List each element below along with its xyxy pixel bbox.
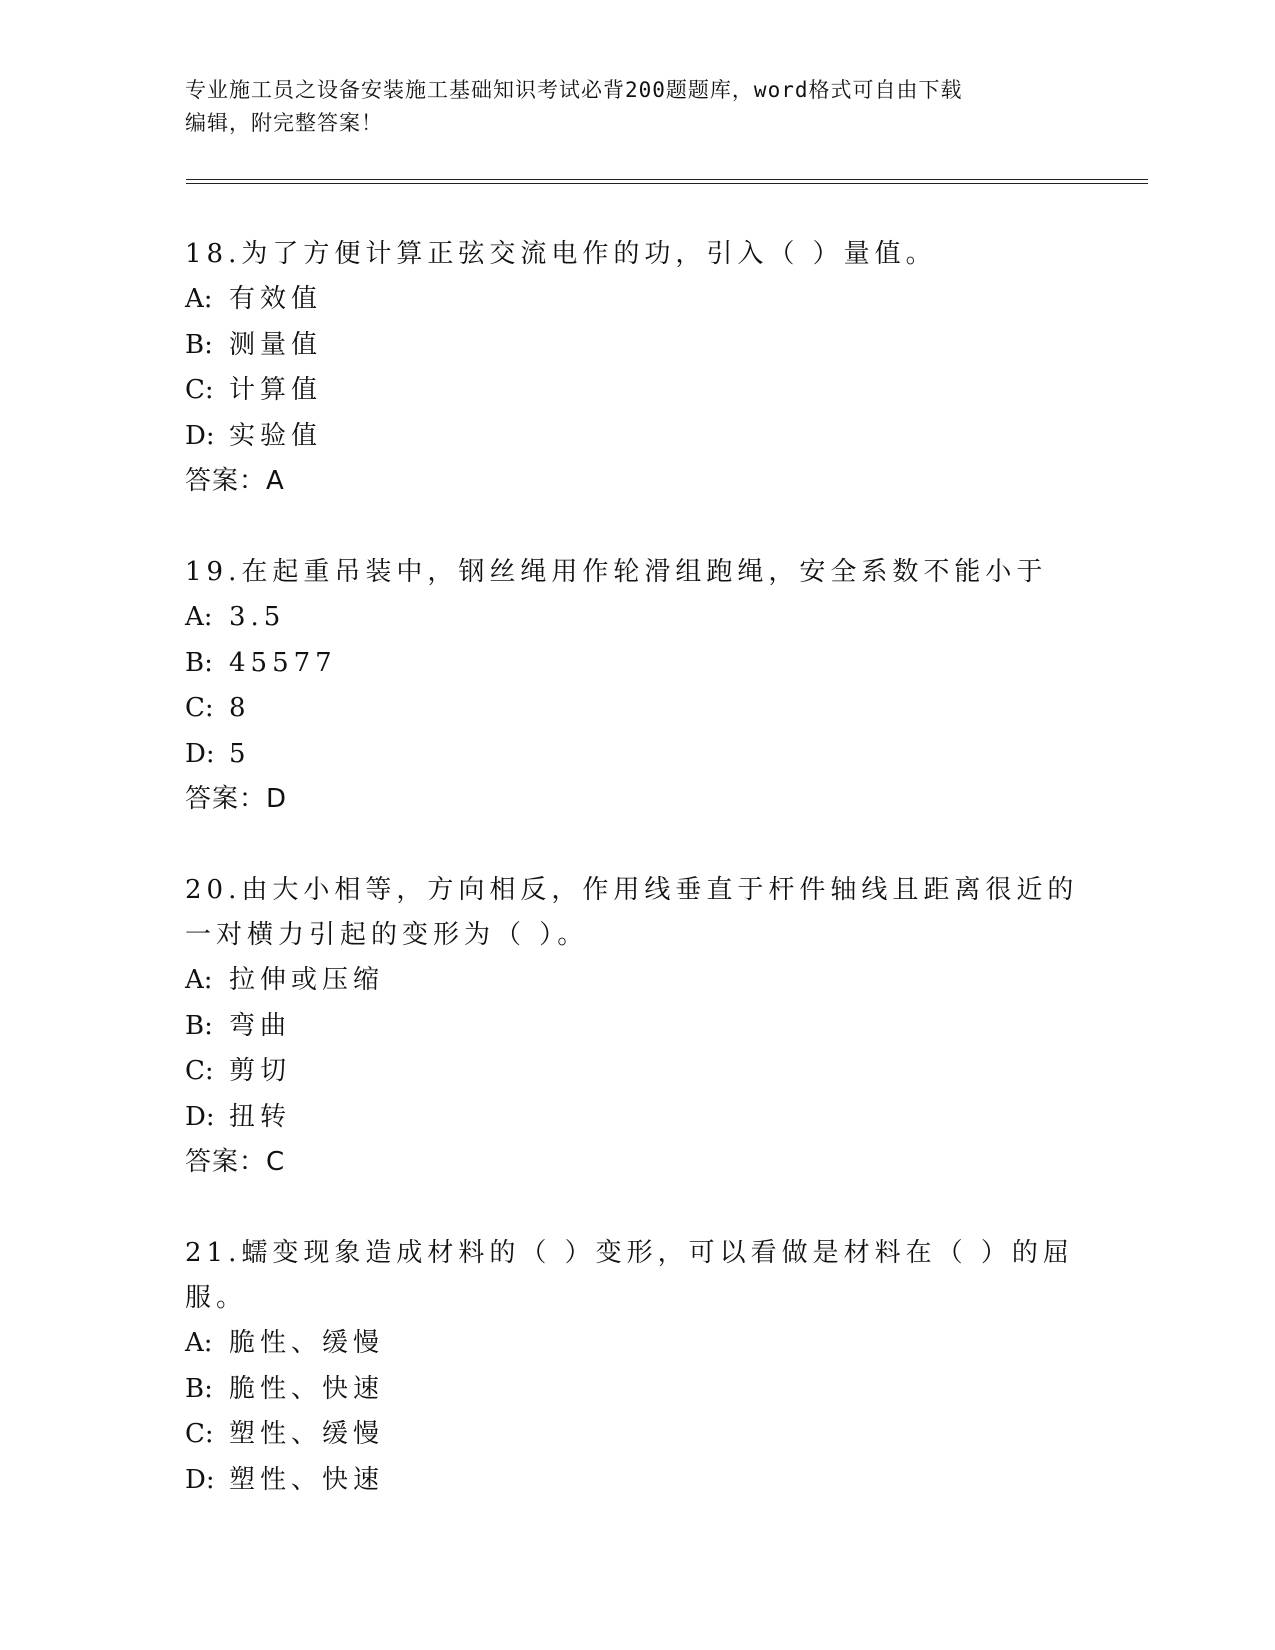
option-label: D: bbox=[185, 738, 215, 769]
option-label: C: bbox=[185, 1419, 214, 1449]
header-divider-top bbox=[186, 179, 1148, 180]
question-21 bbox=[185, 1231, 1105, 1503]
question-stem: 20.由大小相等，方向相反，作用线垂直于杆件轴线且距离很近的一对横力引起的变形为（ ）。 bbox=[185, 875, 1079, 950]
option-text: 弯曲 bbox=[229, 1010, 292, 1041]
option-label: D: bbox=[185, 1464, 215, 1495]
option-c bbox=[185, 1412, 1105, 1458]
option-label: A: bbox=[185, 1328, 213, 1358]
option-label: C: bbox=[185, 693, 214, 723]
header-line-2: 编辑，附完整答案！ bbox=[185, 111, 383, 135]
option-label: B: bbox=[185, 329, 213, 360]
option-label: D: bbox=[185, 420, 215, 451]
option-c bbox=[185, 1049, 1105, 1095]
option-d bbox=[185, 732, 1105, 778]
option-b bbox=[185, 1367, 1105, 1413]
option-text: 实验值 bbox=[229, 420, 323, 451]
question-20 bbox=[185, 868, 1105, 1185]
answer-line: 答案：A bbox=[185, 466, 285, 496]
option-label: A: bbox=[185, 284, 213, 314]
option-text: 脆性、快速 bbox=[229, 1373, 385, 1404]
document-header bbox=[185, 74, 1085, 140]
question-stem: 18.为了方便计算正弦交流电作的功，引入（ ）量值。 bbox=[185, 239, 937, 269]
question-stem: 21.蠕变现象造成材料的（ ）变形，可以看做是材料在（ ）的屈服。 bbox=[185, 1238, 1074, 1313]
option-a bbox=[185, 1321, 1105, 1367]
option-d bbox=[185, 1095, 1105, 1141]
option-d bbox=[185, 1458, 1105, 1504]
option-a bbox=[185, 958, 1105, 1004]
answer-line: 答案：C bbox=[185, 1147, 286, 1177]
option-text: 扭转 bbox=[229, 1101, 292, 1132]
option-text: 剪切 bbox=[229, 1056, 292, 1086]
question-18 bbox=[185, 232, 1105, 504]
option-text: 计算值 bbox=[229, 375, 323, 405]
option-label: B: bbox=[185, 1010, 213, 1041]
option-d bbox=[185, 414, 1105, 460]
option-label: B: bbox=[185, 1373, 213, 1404]
option-text: 脆性、缓慢 bbox=[229, 1328, 385, 1358]
option-text: 5 bbox=[229, 738, 251, 769]
option-b bbox=[185, 641, 1105, 687]
option-text: 45577 bbox=[229, 647, 337, 678]
option-text: 3.5 bbox=[229, 602, 286, 632]
option-label: B: bbox=[185, 647, 213, 678]
question-19 bbox=[185, 550, 1105, 822]
option-text: 塑性、缓慢 bbox=[229, 1419, 385, 1449]
option-a bbox=[185, 595, 1105, 641]
option-b bbox=[185, 1004, 1105, 1050]
option-label: A: bbox=[185, 965, 213, 995]
option-text: 8 bbox=[229, 693, 251, 723]
option-text: 塑性、快速 bbox=[229, 1464, 385, 1495]
option-a bbox=[185, 277, 1105, 323]
option-text: 测量值 bbox=[229, 329, 323, 360]
option-label: C: bbox=[185, 1056, 214, 1086]
header-divider-bottom bbox=[186, 183, 1148, 184]
option-b bbox=[185, 323, 1105, 369]
option-text: 有效值 bbox=[229, 284, 323, 314]
header-line-1: 专业施工员之设备安装施工基础知识考试必背200题题库，word格式可自由下载 bbox=[185, 78, 963, 102]
option-label: C: bbox=[185, 375, 214, 405]
option-label: D: bbox=[185, 1101, 215, 1132]
option-text: 拉伸或压缩 bbox=[229, 965, 385, 995]
question-stem: 19.在起重吊装中，钢丝绳用作轮滑组跑绳，安全系数不能小于 bbox=[185, 557, 1048, 587]
answer-line: 答案：D bbox=[185, 784, 288, 814]
option-c bbox=[185, 686, 1105, 732]
option-label: A: bbox=[185, 602, 213, 632]
option-c bbox=[185, 368, 1105, 414]
